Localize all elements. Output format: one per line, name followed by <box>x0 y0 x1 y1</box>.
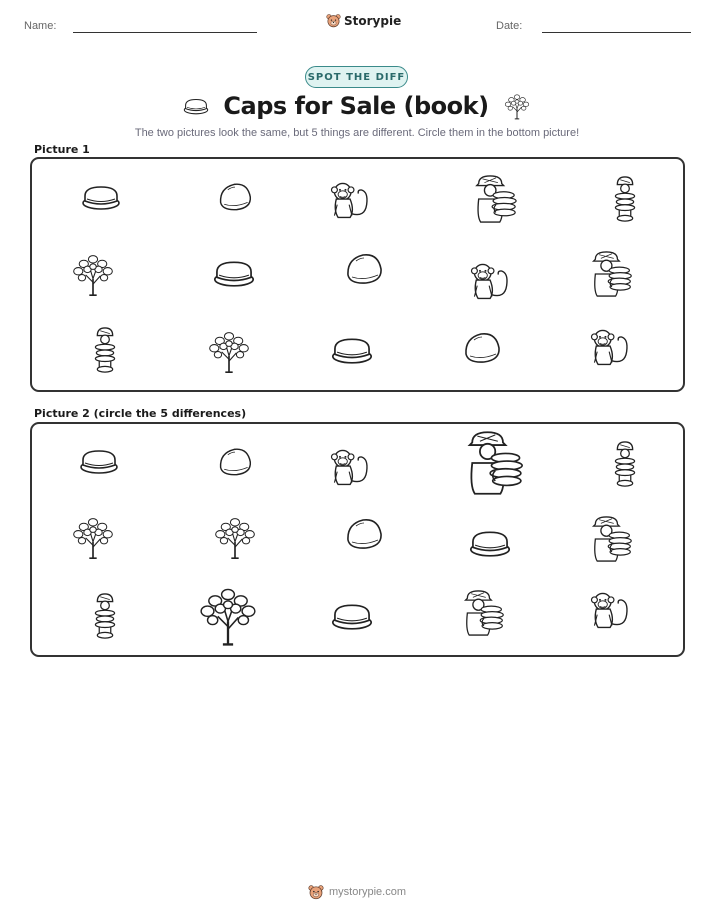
cap-icon <box>81 182 121 212</box>
cap-icon[interactable] <box>79 446 119 476</box>
date-line[interactable] <box>542 32 691 33</box>
round-cap-icon <box>344 251 384 287</box>
tree-icon[interactable] <box>196 582 260 648</box>
cap-icon <box>330 334 374 366</box>
spot-the-diff-badge: SPOT THE DIFF <box>305 66 408 88</box>
peddler-icon <box>588 249 634 299</box>
monkey-icon <box>468 259 514 303</box>
tree-icon <box>70 251 116 297</box>
round-cap-icon <box>462 330 502 366</box>
title-row <box>0 92 714 120</box>
footer-url[interactable]: mystorypie.com <box>328 886 407 898</box>
round-cap-icon[interactable] <box>344 516 384 552</box>
peddler-icon <box>471 173 519 225</box>
cap-icon <box>183 96 209 116</box>
brand-name: Storypie <box>344 13 402 28</box>
cap-stack-icon[interactable] <box>610 440 640 488</box>
peddler-icon[interactable] <box>460 588 506 638</box>
picture-1-panel <box>30 157 685 392</box>
round-cap-icon <box>217 180 253 214</box>
round-cap-icon[interactable] <box>217 445 253 479</box>
bear-logo-icon <box>308 884 324 900</box>
monkey-icon <box>328 178 374 222</box>
cap-stack-icon[interactable] <box>90 592 120 640</box>
cap-icon <box>212 257 256 289</box>
cap-stack-icon <box>610 175 640 223</box>
monkey-icon[interactable] <box>328 445 374 489</box>
name-line[interactable] <box>73 32 257 33</box>
tree-icon <box>206 328 252 374</box>
tree-icon[interactable] <box>212 514 258 560</box>
bear-logo-icon <box>326 13 341 28</box>
footer <box>0 884 714 900</box>
tree-icon[interactable] <box>70 514 116 560</box>
cap-stack-icon <box>90 326 120 374</box>
picture-2-label: Picture 2 (circle the 5 differences) <box>34 407 247 420</box>
peddler-icon[interactable] <box>588 514 634 564</box>
tree-icon <box>503 92 531 120</box>
date-label: Date: <box>496 20 523 32</box>
cap-icon[interactable] <box>468 527 512 559</box>
instructions: The two pictures look the same, but 5 things are different. Circle them in the bottom picture! <box>134 127 580 139</box>
cap-icon[interactable] <box>330 600 374 632</box>
picture-2-panel[interactable] <box>30 422 685 657</box>
monkey-icon[interactable] <box>588 588 634 632</box>
brand-logo <box>326 13 401 28</box>
name-label: Name: <box>24 20 57 32</box>
peddler-icon[interactable] <box>462 428 526 498</box>
monkey-icon <box>588 325 634 369</box>
picture-1-label: Picture 1 <box>34 143 90 156</box>
page-title: Caps for Sale (book) <box>223 92 489 120</box>
